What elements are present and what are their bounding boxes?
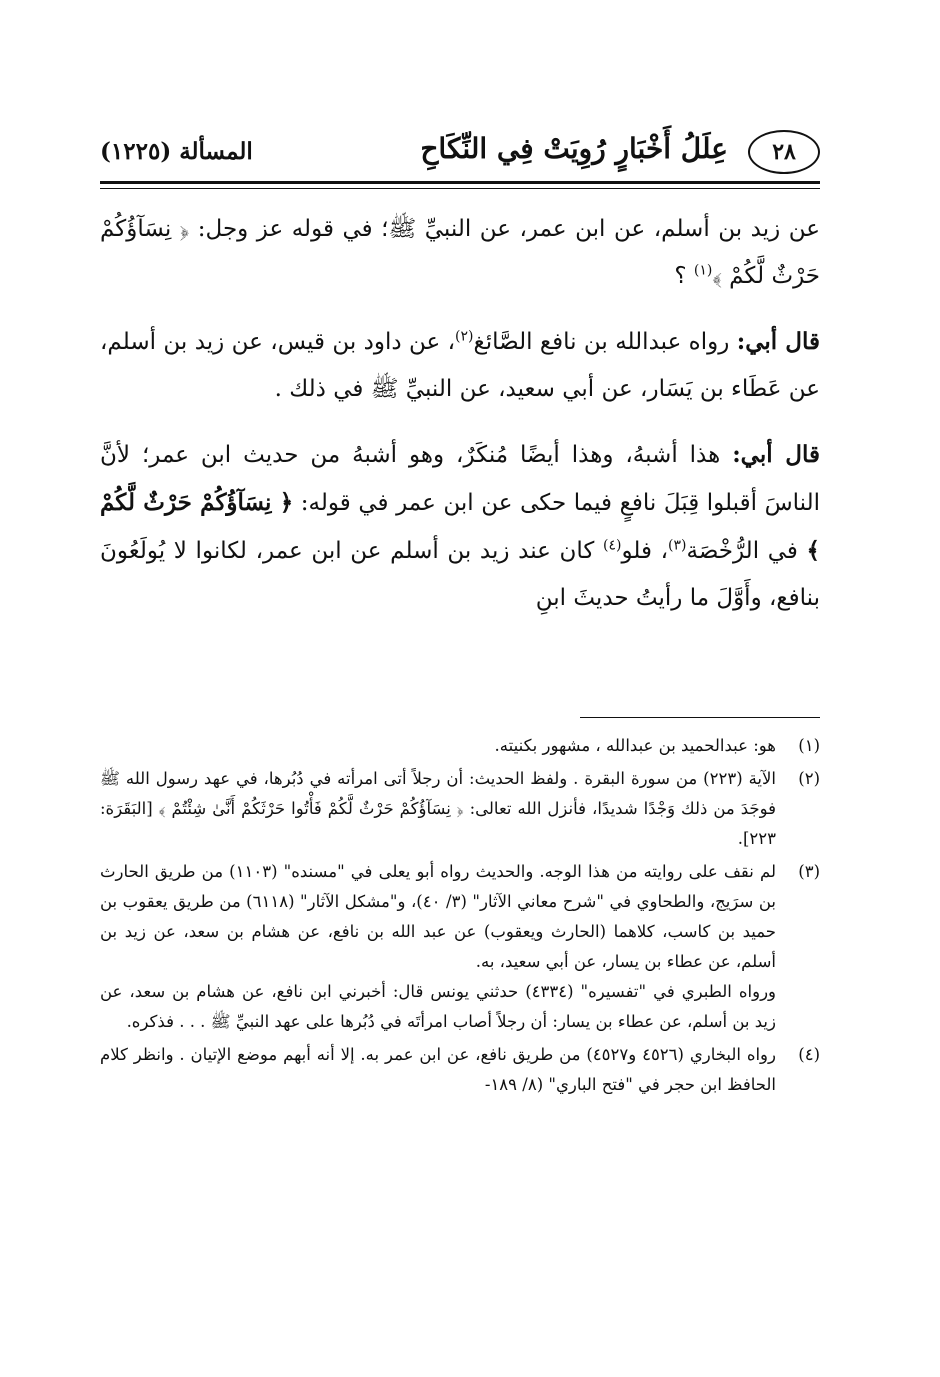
paragraph-1: عن زيد بن أسلم، عن ابن عمر، عن النبيِّ ﷺ؛ في قوله عز وجل: ﴿ نِسَآؤُكُمْ حَرْثٌ لَّكُمْ ﴾$^{(١)}$ ؟: [100, 216, 820, 289]
footnote-number: (٣): [798, 862, 820, 881]
paragraph-3: قال أبي: هذا أشبهُ، وهذا أيضًا مُنكَرٌ، وهو أشبهُ من حديث ابن عمر؛ لأنَّ الناسَ أقبلوا قِبَلَ نافعٍ فيما حكى عن ابن عمر في قوله: ﴿ نِسَآؤُكُمْ حَرْثٌ لَّكُمْ ﴾ في الرُّخْصَة$^{(٣)}$، فلو$^{(٤)}$ كان عند زيد بن أسلم عن ابن عمر، لكانوا لا يُولَعُونَ بنافع، وأَوَّلَ ما رأيتُ حديثَ ابنِ: [100, 441, 821, 611]
footnote-text: لم نقف على روايته من هذا الوجه. والحديث رواه أبو يعلى في "مسنده" (١١٠٣) من طريق الحارث بن سرَيج، والطحاوي في "شرح معاني الآثار" (٣/ ٤٠)، و"مشكل الآثار" (٦١١٨) من طريق يعقوب بن حميد بن كاسب، كلاهما (الحارث ويعقوب) عن عبد الله بن نافع، عن هشام بن سعد، عن زيد بن أسلم، عن عطاء بن يسار، عن أبي سعيد، به. ورواه الطبري في "تفسيره" (٤٣٣٤) حدثني يونس قال: أخبرني ابن نافع، عن هشام بن سعد، عن زيد بن أسلم، عن عطاء بن يسار: أن رجلاً أصاب امرأتَه في دُبُرها على عهد النبيِّ ﷺ . . . فذكره.: [100, 862, 777, 1031]
footnote-item: [100, 1040, 820, 1100]
footnote-item: [100, 764, 820, 854]
footnote-ref[interactable]: (٣): [668, 537, 687, 554]
page-number: ٢٨: [772, 139, 796, 165]
main-text: [100, 206, 820, 640]
footnote-text: الآية (٢٢٣) من سورة البقرة . ولفظ الحديث: أن رجلاً أتى امرأته في دُبُرها، في عهد رسول الله ﷺ فوجَدَ من ذلك وَجْدًا شديدًا، فأنزل الله تعالى: ﴿ نِسَآؤُكُمْ حَرْثٌ لَّكُمْ فَأْتُوا حَرْثَكُمْ أَنَّىٰ شِئْتُمْ ﴾ [البَقَرَة: ٢٢٣].: [100, 769, 776, 848]
footnote-ref[interactable]: (٢): [455, 328, 474, 345]
paragraph-2: قال أبي: رواه عبدالله بن نافع الصَّائغ$^{(٢)}$، عن داود بن قيس، عن زيد بن أسلم، عن عَطَاء بن يَسَار، عن أبي سعيد، عن النبيِّ ﷺ في ذلك .: [100, 328, 820, 402]
footnote-ref[interactable]: (١): [693, 262, 713, 279]
page-number-badge: [748, 130, 820, 174]
quran-verse: ﴿ نِسَآؤُكُمْ حَرْثٌ لَّكُمْ ﴾: [100, 489, 821, 564]
header-rule-thick: [100, 181, 820, 184]
page-header: [100, 130, 820, 178]
paragraph-lead: قال أبي:: [732, 441, 820, 468]
footnote-number: (٢): [798, 769, 820, 788]
footnote-text: هو: عبدالحميد بن عبدالله ، مشهور بكنيته.: [494, 736, 776, 755]
paragraph-lead: قال أبي:: [736, 328, 820, 355]
header-rule-thin: [100, 188, 820, 189]
footnote-item: [100, 731, 820, 761]
footnotes: [100, 731, 820, 1103]
footnote-separator: [580, 717, 820, 718]
footnote-ref[interactable]: (٤): [603, 537, 622, 554]
issue-number: المسألة (١٢٢٥): [100, 138, 253, 165]
footnote-item: [100, 857, 820, 1037]
footnote-number: (٤): [798, 1045, 820, 1064]
footnote-number: (١): [798, 736, 820, 755]
book-title: عِلَلُ أَخْبَارٍ رُوِيَتْ فِي النِّكَاحِ: [420, 132, 728, 165]
footnote-text: رواه البخاري (٤٥٢٦ و٤٥٢٧) من طريق نافع، عن ابن عمر به. إلا أنه أبهم موضع الإتيان . وانظر كلام الحافظ ابن حجر في "فتح الباري" (٨/ ١٨٩-: [100, 1045, 776, 1094]
